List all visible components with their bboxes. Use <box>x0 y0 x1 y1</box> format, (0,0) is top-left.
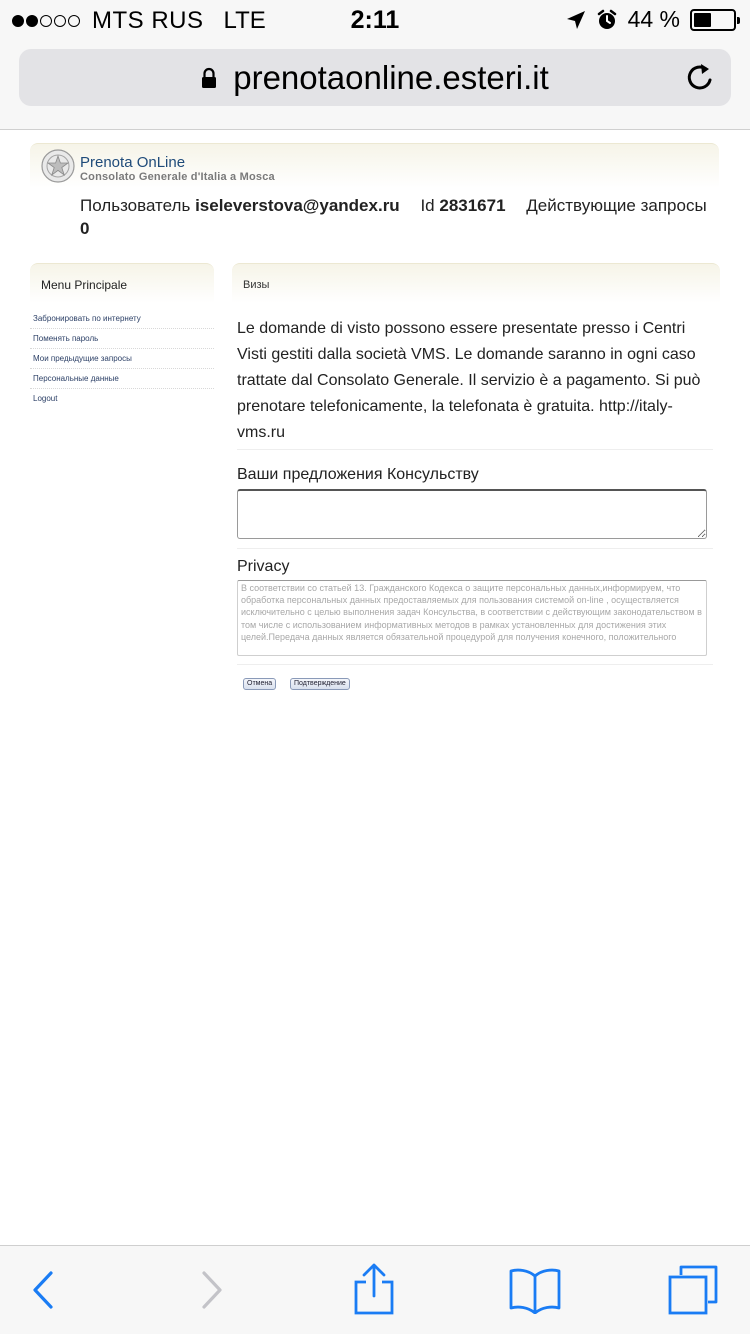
url-text: prenotaonline.esteri.it <box>233 58 549 96</box>
suggestions-label: Ваши предложения Консульству <box>237 466 479 483</box>
cancel-button[interactable]: Отмена <box>243 678 276 690</box>
battery-level <box>694 13 711 27</box>
privacy-label: Privacy <box>237 558 290 575</box>
location-arrow-icon <box>566 10 586 30</box>
id-label: Id <box>420 196 435 215</box>
panel-title: Визы <box>232 263 720 303</box>
divider <box>237 449 713 450</box>
status-bar <box>0 0 750 40</box>
active-requests-label: Действующие запросы <box>526 196 707 215</box>
network-type: LTE <box>223 7 266 34</box>
browser-top-bar <box>0 40 750 130</box>
menu-item-change-password[interactable]: Поменять пароль <box>30 329 214 349</box>
user-id: 2831671 <box>439 196 506 215</box>
site-header <box>30 143 719 188</box>
italian-emblem-icon <box>40 147 76 185</box>
browser-bottom-toolbar <box>0 1245 750 1334</box>
alarm-clock-icon <box>596 9 618 31</box>
battery-percent: 44 % <box>627 6 680 32</box>
privacy-textarea[interactable]: В соответствии со статьей 13. Гражданского Кодекса о защите персональных данных,информируем, что обработка персональных данных предоставляемых для пользования системой on-line , осуществляется исключительно с целью выполнения задач Консульства, в соответствии с действующим законодательством в том числе с использованием информативных методов в рамках установленных для достижения этих целей.Передача данных является обязательной процедурой для получения конечного, положительного <box>237 580 707 656</box>
menu-item-book-online[interactable]: Забронировать по интернету <box>30 309 214 329</box>
divider <box>237 664 713 665</box>
suggestions-input[interactable] <box>237 489 707 539</box>
active-requests-count: 0 <box>80 219 90 238</box>
forward-icon <box>199 1270 225 1310</box>
tabs-icon[interactable] <box>666 1264 720 1316</box>
status-right <box>566 6 736 33</box>
divider <box>237 548 713 549</box>
bookmarks-icon[interactable] <box>508 1266 562 1314</box>
confirm-button[interactable]: Подтверждение <box>290 678 350 690</box>
brand-subtitle: Consolato Generale d'Italia a Mosca <box>80 171 275 183</box>
user-label: Пользователь <box>80 196 191 215</box>
battery-icon <box>690 9 736 31</box>
back-icon[interactable] <box>30 1270 56 1310</box>
user-info <box>80 194 720 240</box>
clock: 2:11 <box>350 6 400 34</box>
visa-panel <box>232 263 720 687</box>
menu-item-personal-data[interactable]: Персональные данные <box>30 369 214 389</box>
visa-notice: Le domande di visto possono essere presentate presso i Centri Visti gestiti dalla società VMS. Le domande saranno in ogni caso trattate dal Consolato Generale. Il servizio è a pagamento. Si può prenotare telefonicamente, la telefonata è gratuita. http://italy-vms.ru <box>237 320 701 441</box>
menu-list <box>30 309 214 409</box>
main-menu <box>30 263 214 409</box>
brand-title: Prenota OnLine <box>80 154 186 171</box>
carrier-name: MTS RUS <box>92 7 204 34</box>
menu-item-previous-requests[interactable]: Мои предыдущие запросы <box>30 349 214 369</box>
reload-icon[interactable] <box>685 61 715 93</box>
address-bar[interactable] <box>19 49 731 106</box>
menu-item-logout[interactable]: Logout <box>33 394 58 403</box>
menu-title: Menu Principale <box>30 263 214 303</box>
user-email: iseleverstova@yandex.ru <box>195 196 400 215</box>
lock-icon <box>201 67 217 89</box>
share-icon[interactable] <box>352 1262 396 1316</box>
